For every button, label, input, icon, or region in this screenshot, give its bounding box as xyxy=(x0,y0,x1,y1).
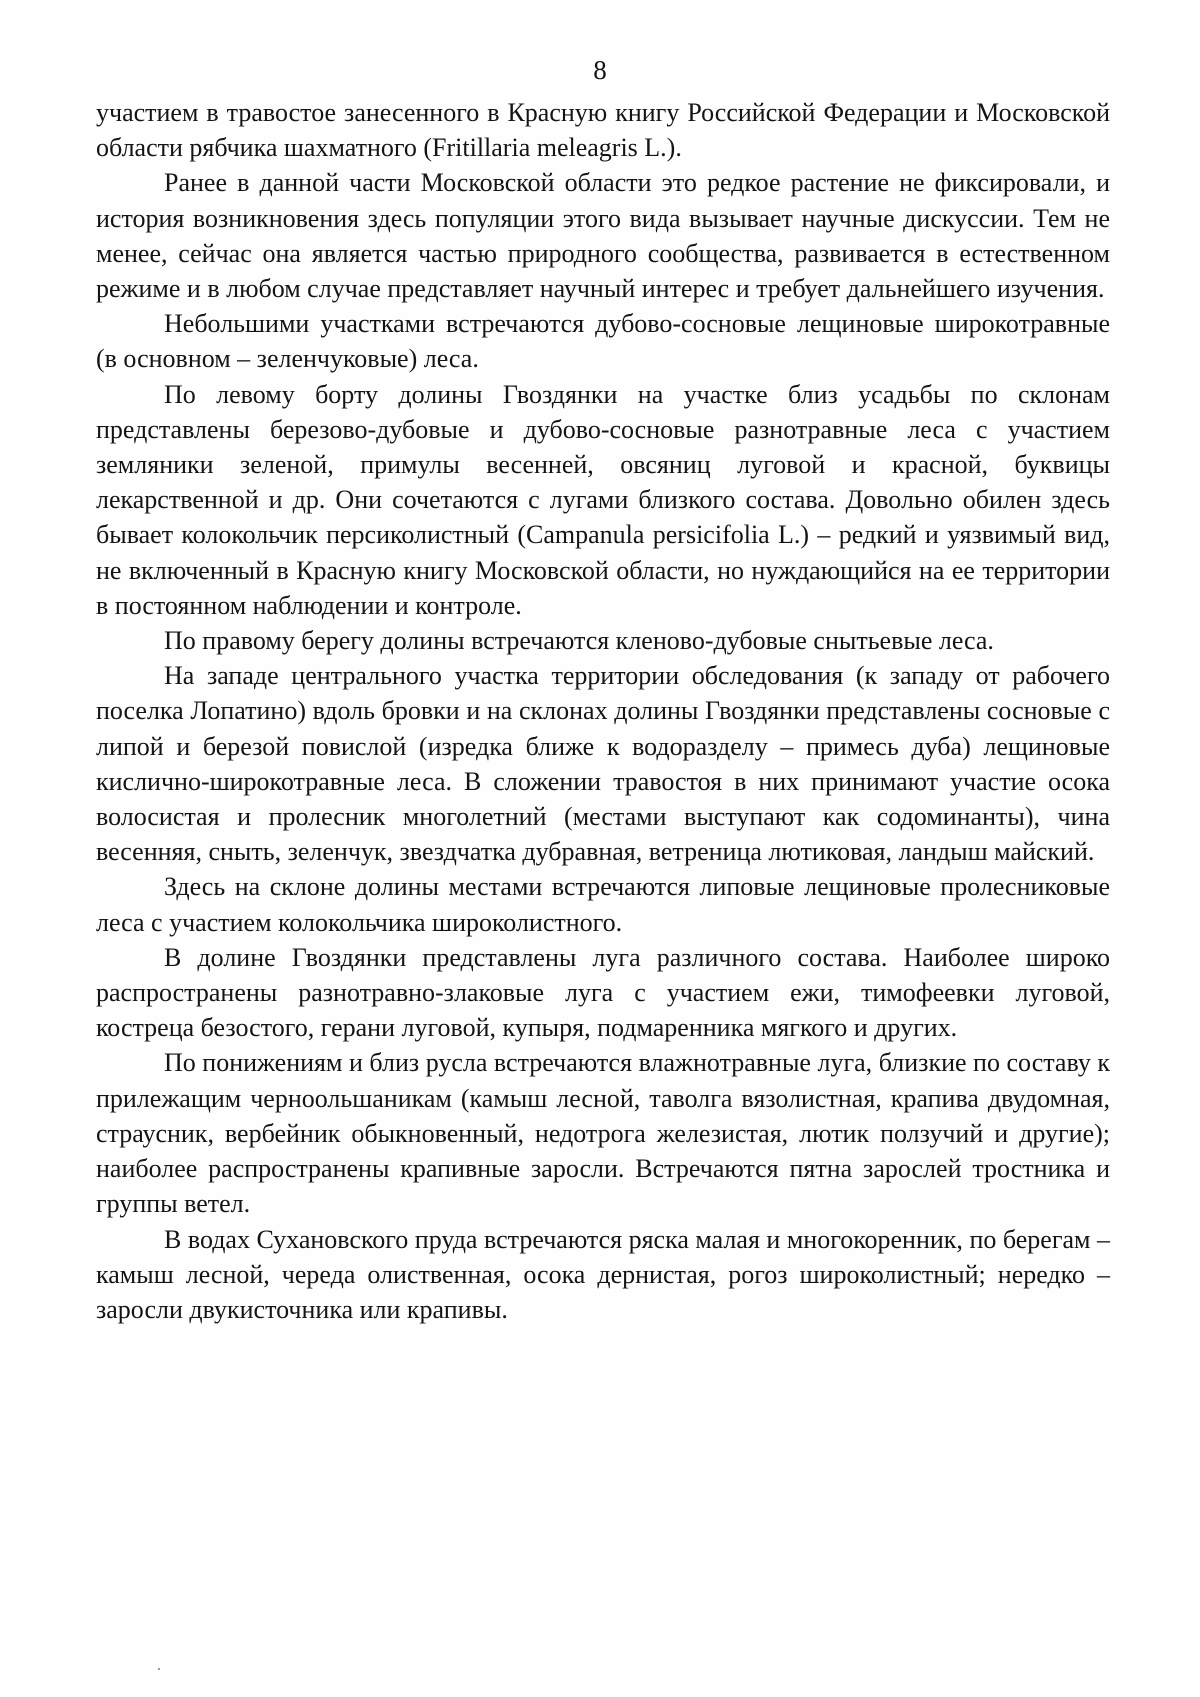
paragraph: В долине Гвоздянки представлены луга различного состава. Наиболее широко распространены разнотравно-злаковые луга с участием ежи, тимофеевки луговой, костреца безостого, герани луговой, купыря, подмаренника мягкого и других. xyxy=(96,942,1110,1043)
page-number: 8 xyxy=(593,55,607,85)
scan-speck xyxy=(158,1668,160,1670)
paragraph: По правому берегу долины встречаются кленово-дубовые снытьевые леса. xyxy=(164,626,994,656)
paragraph: На западе центрального участка территории обследования (к западу от рабочего поселка Лопатино) вдоль бровки и на склонах долины Гвоздянки представлены сосновые с липой и березой повислой (изредка ближе к водоразделу – примесь дуба) лещиновые кислично-широкотравные леса. В сложении травостоя в них принимают участие осока волосистая и пролесник многолетний (местами выступают как содоминанты), чина весенняя, сныть, зеленчук, звездчатка дубравная, ветреница лютиковая, ландыш майский. xyxy=(96,661,1110,867)
paragraph: По левому борту долины Гвоздянки на участке близ усадьбы по склонам представлены березово-дубовые и дубово-сосновые разнотравные леса с участием земляники зеленой, примулы весенней, овсяниц луговой и красной, буквицы лекарственной и др. Они сочетаются с лугами близкого состава. Довольно обилен здесь бывает колокольчик персиколистный (Campanula persicifolia L.) – редкий и уязвимый вид, не включенный в Красную книгу Московской области, но нуждающийся на ее территории в постоянном наблюдении и контроле. xyxy=(96,379,1110,620)
paragraph: Здесь на склоне долины местами встречаются липовые лещиновые пролесниковые леса с участием колокольчика широколистного. xyxy=(96,872,1110,937)
paragraph: Небольшими участками встречаются дубово-сосновые лещиновые широкотравные (в основном – зеленчуковые) леса. xyxy=(96,309,1110,374)
paragraph: В водах Сухановского пруда встречаются ряска малая и многокоренник, по берегам – камыш лесной, череда олиственная, осока дернистая, рогоз широколистный; нередко – заросли двукисточника или крапивы. xyxy=(96,1224,1110,1324)
paragraph-continuation: участием в травостое занесенного в Красную книгу Российской Федерации и Московской области рябчика шахматного (Fritillaria meleagris L.). xyxy=(96,98,1110,163)
paragraph: Ранее в данной части Московской области это редкое растение не фиксировали, и история возникновения здесь популяции этого вида вызывает научные дискуссии. Тем не менее, сейчас она является частью природного сообщества, развивается в естественном режиме и в любом случае представляет научный интерес и требует дальнейшего изучения. xyxy=(96,168,1110,304)
paragraph: По понижениям и близ русла встречаются влажнотравные луга, близкие по составу к прилежащим черноольшаникам (камыш лесной, таволга вязолистная, крапива двудомная, страусник, вербейник обыкновенный, недотрога железистая, лютик ползучий и другие); наиболее распространены крапивные заросли. Встречаются пятна зарослей тростника и группы ветел. xyxy=(96,1048,1110,1219)
document-body xyxy=(96,95,1110,1327)
